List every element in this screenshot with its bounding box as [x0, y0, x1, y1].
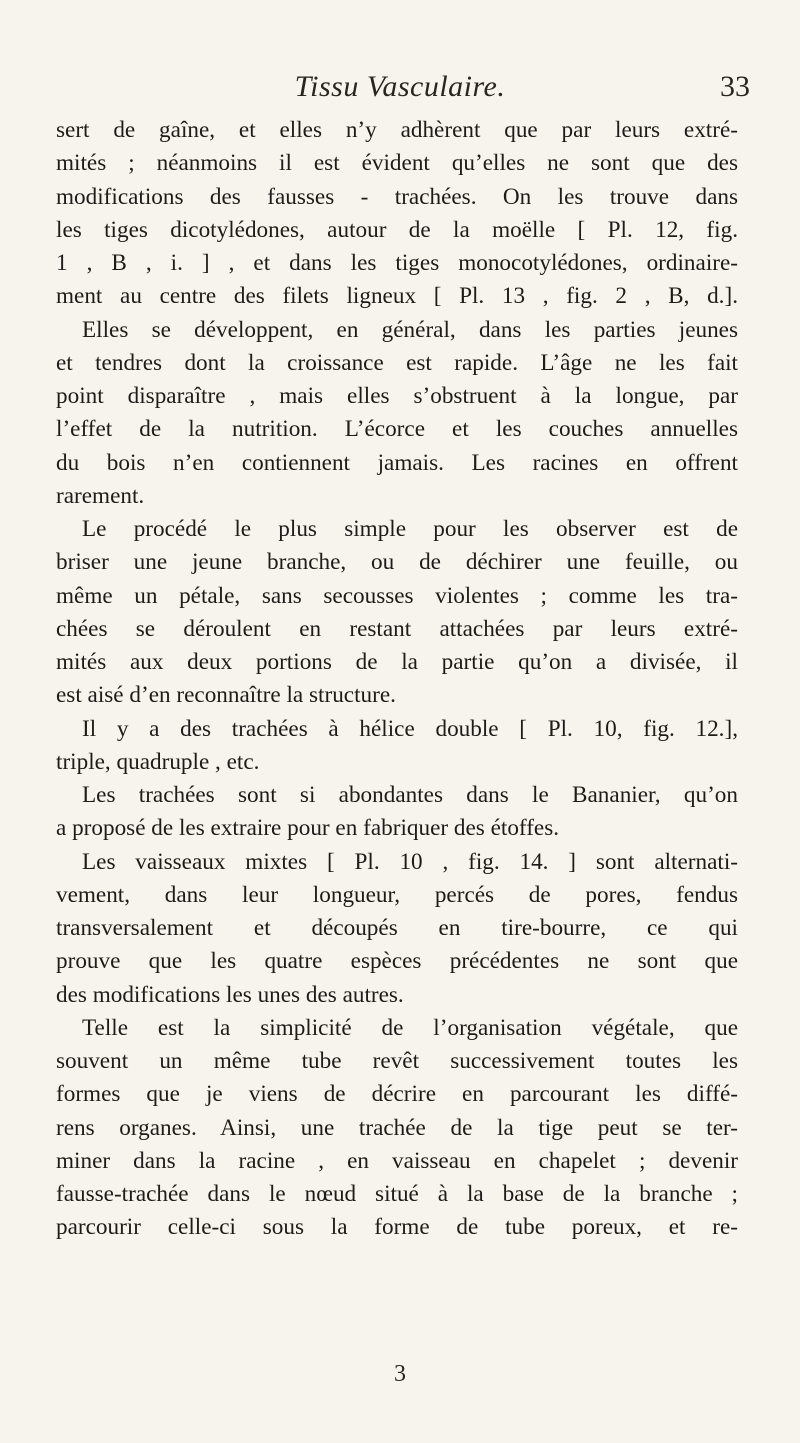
text-line: 1 , B , i. ] , et dans les tiges monocotylédones, ordinaire-	[56, 250, 738, 276]
text-line: Les trachées sont si abondantes dans le Bananier, qu’on	[82, 782, 738, 808]
running-head	[0, 70, 800, 110]
text-line: du bois n’en contiennent jamais. Les racines en offrent	[56, 449, 738, 476]
running-title: Tissu Vasculaire.	[294, 70, 506, 103]
text-line: briser une jeune branche, ou de déchirer une feuille, ou	[56, 549, 738, 576]
text-line: même un pétale, sans secousses violentes ; comme les tra-	[56, 582, 738, 609]
text-line: Il y a des trachées à hélice double [ Pl. 10, fig. 12.],	[82, 715, 738, 742]
signature-mark: 3	[394, 1361, 406, 1387]
text-line: Le procédé le plus simple pour les observer est de	[82, 516, 738, 542]
text-line: sert de gaîne, et elles n’y adhèrent que par leurs extré-	[56, 117, 738, 143]
text-line: chées se déroulent en restant attachées par leurs extré-	[56, 615, 738, 642]
text-line: et tendres dont la croissance est rapide. L’âge ne les fait	[56, 349, 738, 376]
text-line: les tiges dicotylédones, autour de la moëlle [ Pl. 12, fig.	[56, 216, 738, 243]
page-number: 33	[720, 70, 750, 103]
text-line: des modifications les unes des autres.	[56, 981, 404, 1008]
text-line: rarement.	[56, 482, 145, 509]
text-line: transversalement et découpés en tire-bourre, ce qui	[56, 915, 738, 941]
text-line: ment au centre des filets ligneux [ Pl. 13 , fig. 2 , B, d.].	[56, 283, 738, 310]
text-line: est aisé d’en reconnaître la structure.	[56, 682, 396, 709]
text-line: souvent un même tube revêt successivement toutes les	[56, 1048, 738, 1074]
text-line: vement, dans leur longueur, percés de pores, fendus	[56, 881, 738, 908]
text-line: formes que je viens de décrire en parcourant les diffé-	[56, 1081, 738, 1108]
text-line: rens organes. Ainsi, une trachée de la tige peut se ter-	[56, 1114, 738, 1141]
text-line: modifications des fausses - trachées. On les trouve dans	[56, 183, 738, 210]
text-line: mités aux deux portions de la partie qu’on a divisée, il	[56, 649, 738, 675]
text-line: parcourir celle-ci sous la forme de tube poreux, et re-	[56, 1214, 738, 1241]
text-line: Elles se développent, en général, dans les parties jeunes	[82, 316, 738, 343]
text-line: Telle est la simplicité de l’organisation végétale, que	[82, 1014, 738, 1041]
text-line: triple, quadruple , etc.	[56, 748, 260, 775]
text-line: point disparaître , mais elles s’obstruent à la longue, par	[56, 383, 738, 409]
text-line: Les vaisseaux mixtes [ Pl. 10 , fig. 14. ] sont alternati-	[82, 848, 738, 875]
text-line: fausse-trachée dans le nœud situé à la base de la branche ;	[56, 1181, 738, 1207]
text-line: miner dans la racine , en vaisseau en chapelet ; devenir	[56, 1147, 738, 1174]
text-line: mités ; néanmoins il est évident qu’elles ne sont que des	[56, 150, 738, 177]
text-line: prouve que les quatre espèces précédentes ne sont que	[56, 948, 738, 975]
body-text	[56, 114, 738, 1245]
text-line: a proposé de les extraire pour en fabriquer des étoffes.	[56, 815, 560, 842]
text-line: l’effet de la nutrition. L’écorce et les couches annuelles	[56, 416, 738, 443]
